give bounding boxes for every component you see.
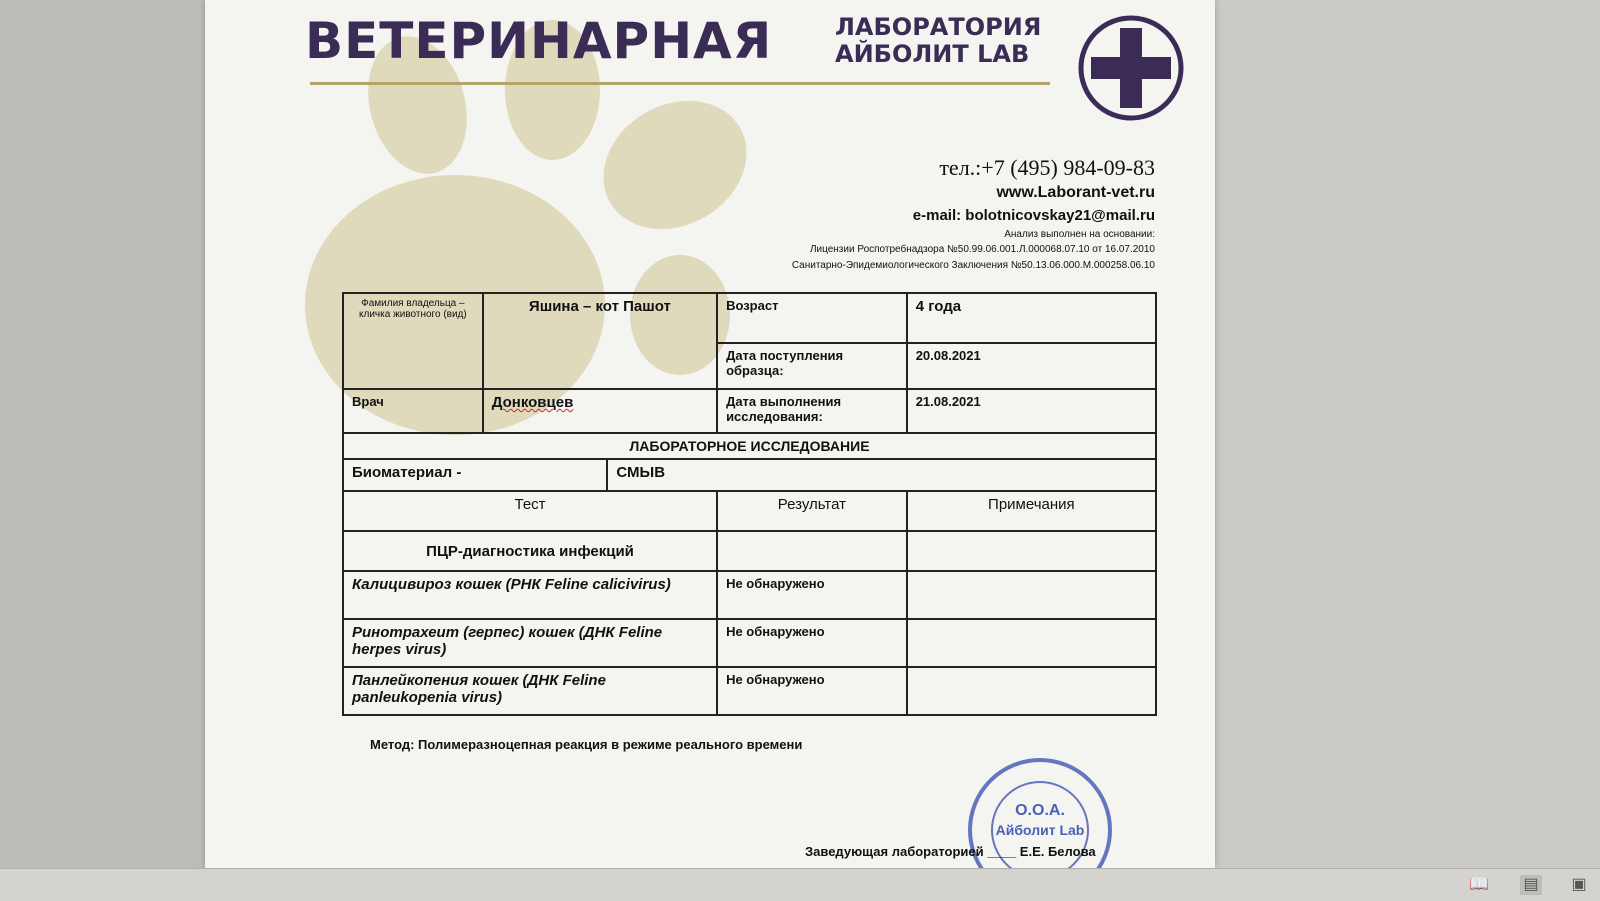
owner-label: Фамилия владельца – кличка животного (вид) <box>343 293 483 389</box>
received-date-value: 20.08.2021 <box>907 343 1156 389</box>
table-row <box>343 571 1156 619</box>
table-row <box>343 667 1156 715</box>
group-title: ПЦР-диагностика инфекций <box>343 531 717 571</box>
web-layout-icon[interactable]: ▣ <box>1571 876 1587 893</box>
desk-background-right <box>1212 0 1600 900</box>
license-info: Лицензии Роспотребнадзора №50.99.06.001.Л.000068.07.10 от 16.07.2010 <box>809 244 1155 255</box>
age-label: Возраст <box>717 293 907 343</box>
lab-subtitle-line2: АЙБОЛИТ LAB <box>835 40 1030 68</box>
test-note <box>907 571 1156 619</box>
column-header-test: Тест <box>343 491 717 531</box>
phone-number: тел.:+7 (495) 984-09-83 <box>939 155 1155 180</box>
method-note: Метод: Полимеразноцепная реакция в режиме реального времени <box>370 737 803 752</box>
column-header-result: Результат <box>717 491 907 531</box>
test-result: Не обнаружено <box>717 619 907 667</box>
stamp-line1: О.О.А. <box>1015 802 1065 819</box>
biomaterial-value: СМЫВ <box>607 459 1156 491</box>
desk-background-left <box>0 0 205 900</box>
section-title: ЛАБОРАТОРНОЕ ИССЛЕДОВАНИЕ <box>343 433 1156 459</box>
test-note <box>907 619 1156 667</box>
sanitary-conclusion: Санитарно-Эпидемиологического Заключения №50.13.06.000.М.000258.06.10 <box>791 260 1155 271</box>
test-note <box>907 667 1156 715</box>
doctor-value: Донковцев <box>491 394 574 411</box>
website: www.Laborant-vet.ru <box>996 184 1155 201</box>
medical-cross-icon <box>1077 14 1185 122</box>
lab-title: ВЕТЕРИНАРНАЯ <box>305 12 773 70</box>
test-name: Калицивироз кошек (РНК Feline calicivirus) <box>343 571 717 619</box>
stamp-line2: Айболит Lab <box>995 822 1085 838</box>
group-notes-empty <box>907 531 1156 571</box>
signature-line: Заведующая лабораторией ____ Е.Е. Белова <box>805 844 1096 859</box>
owner-value: Яшина – кот Пашот <box>483 293 717 389</box>
lab-subtitle <box>835 14 1041 68</box>
biomaterial-label: Биоматериал - <box>343 459 607 491</box>
print-layout-icon[interactable]: ▤ <box>1520 875 1542 895</box>
test-name: Панлейкопения кошек (ДНК Feline panleukopenia virus) <box>343 667 717 715</box>
completed-date-value: 21.08.2021 <box>907 389 1156 433</box>
test-result: Не обнаружено <box>717 571 907 619</box>
lab-report-table <box>342 292 1157 716</box>
age-value: 4 года <box>907 293 1156 343</box>
analysis-basis: Анализ выполнен на основании: <box>1004 229 1155 240</box>
paw-watermark-toe-3 <box>580 76 770 255</box>
group-result-empty <box>717 531 907 571</box>
header-divider <box>310 82 1050 85</box>
received-date-label: Дата поступления образца: <box>717 343 907 389</box>
status-bar <box>0 868 1600 901</box>
test-result: Не обнаружено <box>717 667 907 715</box>
lab-stamp <box>955 755 1125 885</box>
table-row <box>343 619 1156 667</box>
read-mode-icon[interactable]: 📖 <box>1469 876 1489 893</box>
test-name: Ринотрахеит (герпес) кошек (ДНК Feline herpes virus) <box>343 619 717 667</box>
doctor-label: Врач <box>343 389 483 433</box>
lab-subtitle-line1: ЛАБОРАТОРИЯ <box>835 13 1042 41</box>
completed-date-label: Дата выполнения исследования: <box>717 389 907 433</box>
column-header-notes: Примечания <box>907 491 1156 531</box>
email-address: e-mail: bolotnicovskay21@mail.ru <box>912 207 1155 224</box>
